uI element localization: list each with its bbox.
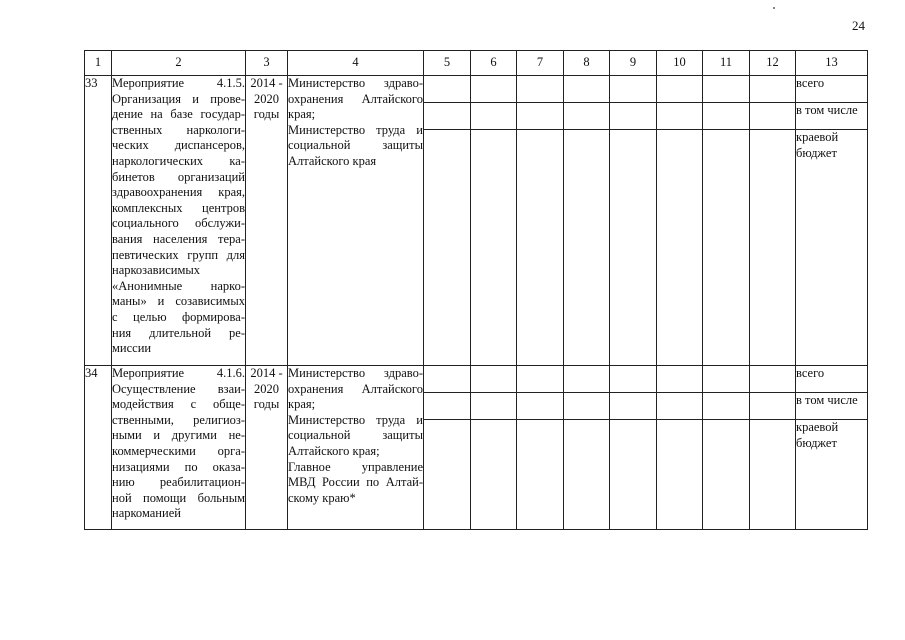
period-cell xyxy=(246,366,288,530)
value-cell xyxy=(703,130,750,366)
value-cell xyxy=(564,393,610,420)
desc-line: с целью формирова- xyxy=(112,309,245,324)
value-cell xyxy=(657,393,703,420)
value-cell xyxy=(424,393,471,420)
finance-source: в том числе xyxy=(796,393,868,420)
value-cell xyxy=(424,76,471,103)
header-cell: 2 xyxy=(112,51,246,76)
value-cell xyxy=(703,393,750,420)
value-cell xyxy=(750,420,796,530)
exec-line: МВД России по Алтай- xyxy=(288,475,423,490)
value-cell xyxy=(564,366,610,393)
executor-cell xyxy=(288,76,424,366)
desc-line: певтических групп для xyxy=(112,247,245,262)
exec-line: края; xyxy=(288,397,316,412)
value-cell xyxy=(657,420,703,530)
value-cell xyxy=(564,76,610,103)
desc-line: бинетов организаций xyxy=(112,169,245,184)
desc-line: социального обслужи- xyxy=(112,216,245,231)
desc-line: ния длительной ре- xyxy=(112,325,245,340)
exec-line: Главное управление xyxy=(288,459,423,474)
finance-source: всего xyxy=(796,76,868,103)
desc-line: ственных наркологи- xyxy=(112,122,245,137)
header-cell: 10 xyxy=(657,51,703,76)
program-table xyxy=(84,50,868,530)
header-cell: 8 xyxy=(564,51,610,76)
value-cell xyxy=(657,76,703,103)
value-cell xyxy=(703,420,750,530)
desc-line: низациями по оказа- xyxy=(112,459,245,474)
desc-line: нию реабилитацион- xyxy=(112,475,245,490)
exec-line: охранения Алтайского xyxy=(288,381,423,396)
period-line: 2020 xyxy=(254,381,279,396)
desc-line: маны» и созависимых xyxy=(112,294,245,309)
value-cell xyxy=(471,420,517,530)
header-cell: 3 xyxy=(246,51,288,76)
executor-cell xyxy=(288,366,424,530)
desc-line: ственными, религиоз- xyxy=(112,412,245,427)
desc-line: ными и другими не- xyxy=(112,428,245,443)
exec-line: Министерство труда и xyxy=(288,412,423,427)
desc-line: Мероприятие 4.1.6. xyxy=(112,366,245,380)
desc-line: Организация и прове- xyxy=(112,91,245,106)
header-cell: 12 xyxy=(750,51,796,76)
value-cell xyxy=(517,393,564,420)
table-row xyxy=(85,76,868,103)
exec-line: Министерство здраво- xyxy=(288,76,423,90)
value-cell xyxy=(517,76,564,103)
value-cell xyxy=(517,366,564,393)
value-cell xyxy=(750,393,796,420)
header-row xyxy=(85,51,868,76)
value-cell xyxy=(610,366,657,393)
period-line: годы xyxy=(253,397,280,412)
value-cell xyxy=(610,103,657,130)
exec-line: охранения Алтайского xyxy=(288,91,423,106)
header-cell: 1 xyxy=(85,51,112,76)
row-number: 33 xyxy=(85,76,112,366)
desc-line: миссии xyxy=(112,341,152,356)
exec-line: Министерство труда и xyxy=(288,122,423,137)
desc-line: наркозависимых xyxy=(112,263,201,278)
period-line: 2014 - xyxy=(250,366,283,380)
value-cell xyxy=(517,420,564,530)
value-cell xyxy=(471,393,517,420)
value-cell xyxy=(517,130,564,366)
header-cell: 13 xyxy=(796,51,868,76)
desc-line: Осуществление взаи- xyxy=(112,381,245,396)
value-cell xyxy=(610,130,657,366)
value-cell xyxy=(703,103,750,130)
value-cell xyxy=(610,393,657,420)
value-cell xyxy=(564,103,610,130)
desc-line: здравоохранения края, xyxy=(112,185,245,200)
value-cell xyxy=(424,130,471,366)
table-row xyxy=(85,366,868,393)
header-cell: 6 xyxy=(471,51,517,76)
value-cell xyxy=(703,366,750,393)
header-cell: 7 xyxy=(517,51,564,76)
desc-line: вания населения тера- xyxy=(112,231,245,246)
finance-source: краевой бюджет xyxy=(796,420,868,530)
exec-line: Алтайского края; xyxy=(288,443,380,458)
value-cell xyxy=(564,130,610,366)
exec-line: скому краю* xyxy=(288,490,356,505)
header-cell: 9 xyxy=(610,51,657,76)
row-number: 34 xyxy=(85,366,112,530)
period-line: годы xyxy=(253,107,280,122)
value-cell xyxy=(517,103,564,130)
exec-line: края; xyxy=(288,107,316,122)
value-cell xyxy=(750,366,796,393)
desc-line: комплексных центров xyxy=(112,200,245,215)
exec-line: социальной защиты xyxy=(288,428,423,443)
value-cell xyxy=(424,103,471,130)
desc-line: наркологических ка- xyxy=(112,153,245,168)
header-cell: 11 xyxy=(703,51,750,76)
header-cell: 5 xyxy=(424,51,471,76)
header-cell: 4 xyxy=(288,51,424,76)
page-number: 24 xyxy=(852,18,865,33)
value-cell xyxy=(424,366,471,393)
exec-line: Алтайского края xyxy=(288,153,377,168)
value-cell xyxy=(564,420,610,530)
measure-description xyxy=(112,366,246,530)
value-cell xyxy=(471,103,517,130)
desc-line: Мероприятие 4.1.5. xyxy=(112,76,245,90)
desc-line: коммерческими орга- xyxy=(112,443,245,458)
desc-line: модействия с обще- xyxy=(112,397,245,412)
desc-line: наркоманией xyxy=(112,506,181,521)
finance-source: в том числе xyxy=(796,103,868,130)
value-cell xyxy=(471,76,517,103)
value-cell xyxy=(657,130,703,366)
period-line: 2014 - xyxy=(250,76,283,90)
value-cell xyxy=(750,103,796,130)
finance-source: всего xyxy=(796,366,868,393)
value-cell xyxy=(657,366,703,393)
value-cell xyxy=(471,366,517,393)
exec-line: социальной защиты xyxy=(288,138,423,153)
measure-description xyxy=(112,76,246,366)
desc-line: ной помощи больным xyxy=(112,490,245,505)
scan-speck xyxy=(773,7,775,9)
desc-line: ческих диспансеров, xyxy=(112,138,245,153)
value-cell xyxy=(750,76,796,103)
desc-line: «Анонимные нарко- xyxy=(112,278,245,293)
exec-line: Министерство здраво- xyxy=(288,366,423,380)
value-cell xyxy=(610,420,657,530)
value-cell xyxy=(657,103,703,130)
value-cell xyxy=(424,420,471,530)
desc-line: дение на базе государ- xyxy=(112,107,245,122)
value-cell xyxy=(750,130,796,366)
value-cell xyxy=(610,76,657,103)
finance-source: краевой бюджет xyxy=(796,130,868,366)
period-cell xyxy=(246,76,288,366)
value-cell xyxy=(703,76,750,103)
period-line: 2020 xyxy=(254,91,279,106)
value-cell xyxy=(471,130,517,366)
